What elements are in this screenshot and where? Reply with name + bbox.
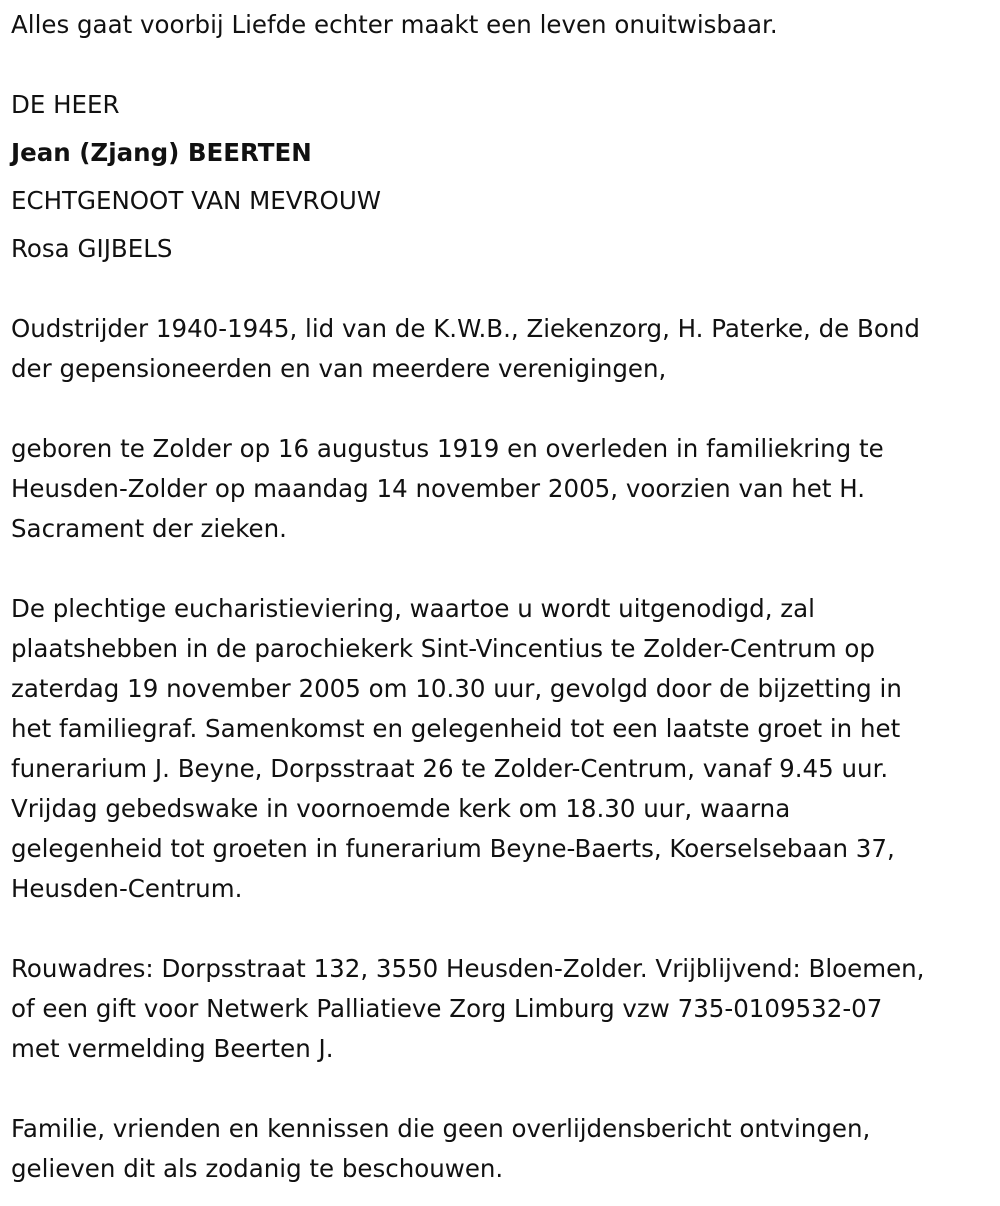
paragraph (11, 949, 991, 1069)
paragraph-line: Rouwadres: Dorpsstraat 132, 3550 Heusden-Zolder. Vrijblijvend: Bloemen, (11, 954, 925, 983)
paragraph-line: funerarium J. Beyne, Dorpsstraat 26 te Zolder-Centrum, vanaf 9.45 uur. (11, 754, 889, 783)
spouse-name: Rosa GIJBELS (11, 234, 173, 263)
body-paragraphs (11, 309, 991, 1189)
paragraph-line: het familiegraf. Samenkomst en gelegenheid tot een laatste groet in het (11, 714, 901, 743)
spacer (11, 909, 991, 949)
paragraph-line: zaterdag 19 november 2005 om 10.30 uur, gevolgd door de bijzetting in (11, 674, 902, 703)
paragraph-line: De plechtige eucharistieviering, waartoe u wordt uitgenodigd, zal (11, 594, 815, 623)
obituary-notice (11, 5, 991, 1189)
paragraph-line: Oudstrijder 1940-1945, lid van de K.W.B., Ziekenzorg, H. Paterke, de Bond (11, 314, 920, 343)
paragraph-line: Vrijdag gebedswake in voornoemde kerk om 18.30 uur, waarna (11, 794, 791, 823)
paragraph-line: Heusden-Centrum. (11, 874, 243, 903)
spacer (11, 221, 991, 229)
title-line: DE HEER (11, 90, 120, 119)
spacer (11, 1069, 991, 1109)
paragraph-line: gelegenheid tot groeten in funerarium Beyne-Baerts, Koerselsebaan 37, (11, 834, 895, 863)
paragraph-line: der gepensioneerden en van meerdere verenigingen, (11, 354, 667, 383)
paragraph-line: plaatshebben in de parochiekerk Sint-Vincentius te Zolder-Centrum op (11, 634, 875, 663)
spacer (11, 173, 991, 181)
paragraph (11, 429, 991, 549)
paragraph-line: Familie, vrienden en kennissen die geen overlijdensbericht ontvingen, (11, 1114, 871, 1143)
paragraph-line: Sacrament der zieken. (11, 514, 287, 543)
spacer (11, 45, 991, 85)
relation-line: ECHTGENOOT VAN MEVROUW (11, 186, 382, 215)
paragraph-line: met vermelding Beerten J. (11, 1034, 334, 1063)
paragraph-line: Heusden-Zolder op maandag 14 november 2005, voorzien van het H. (11, 474, 866, 503)
paragraph-line: gelieven dit als zodanig te beschouwen. (11, 1154, 504, 1183)
paragraph (11, 589, 991, 909)
spacer (11, 389, 991, 429)
paragraph-line: geboren te Zolder op 16 augustus 1919 en overleden in familiekring te (11, 434, 884, 463)
motto-line: Alles gaat voorbij Liefde echter maakt een leven onuitwisbaar. (11, 10, 778, 39)
paragraph-line: of een gift voor Netwerk Palliatieve Zorg Limburg vzw 735-0109532-07 (11, 994, 883, 1023)
paragraph (11, 1109, 991, 1189)
deceased-name: Jean (Zjang) BEERTEN (11, 138, 312, 167)
spacer (11, 125, 991, 133)
spacer (11, 269, 991, 309)
spacer (11, 549, 991, 589)
paragraph (11, 309, 991, 389)
